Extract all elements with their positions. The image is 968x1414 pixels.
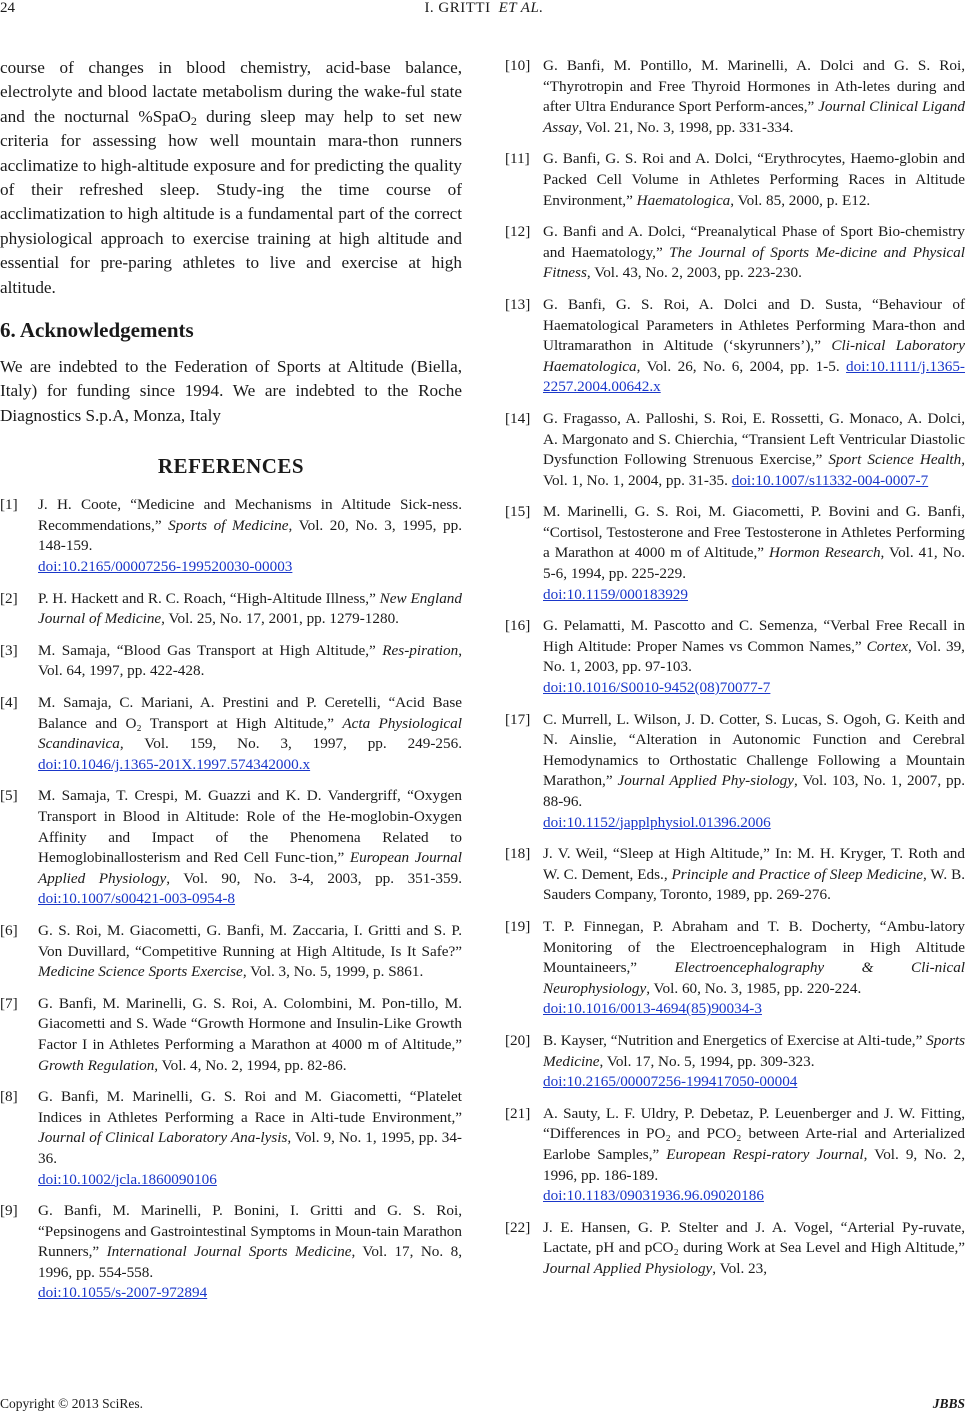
reference-authors-title: G. Banfi, M. Pontillo, M. Marinelli, A. Dolci and G. S. Roi, “Thyrotropin and Free Thyroid Hormones in Ath-letes during and after Ultra Endurance Sport Perform-ances,” [543,57,965,116]
reference-details: , Vol. 21, No. 3, 1998, pp. 331-334. [578,118,794,136]
reference-text [543,502,965,605]
reference-number: [5] [0,787,18,805]
references-list-right [505,56,965,1279]
reference-journal: Haematologica [636,191,731,209]
intro-paragraph [0,56,462,300]
reference-text [543,149,965,211]
reference-journal: Principle and Practice of Sleep Medicine [671,865,923,883]
reference-doi-link[interactable]: doi:10.1002/jcla.1860090106 [38,1170,217,1188]
reference-number: [13] [505,295,531,313]
reference-doi-link[interactable]: doi:10.1055/s-2007-972894 [38,1284,208,1302]
reference-authors-title: J. E. Hansen, G. P. Stelter and J. A. Vogel, “Arterial Py-ruvate, Lactate, pH and pCO₂ during Work at Sea Level and High Altitude,” [543,1218,965,1257]
reference-number: [20] [505,1031,531,1049]
reference-journal: Sports Medicine [543,1031,965,1070]
reference-authors-title: G. Banfi, M. Marinelli, G. S. Roi, A. Colombini, M. Pon-tillo, M. Giacometti and S. Wade “Growth Hormone and Insulin-Like Growth Factor I in Athletes Performing a Marathon at 4000 m of Altitude,” [38,994,462,1053]
reference-journal: European Respi-ratory Journal [666,1145,864,1163]
reference-number: [10] [505,57,531,74]
reference-journal: Electroencephalography & Cli-nical Neurophysiology [543,959,966,997]
reference-authors-title: J. H. Coote, “Medicine and Mechanisms in Altitude Sick-ness. Recommendations,” [38,496,462,534]
reference-item [0,1087,462,1190]
reference-doi-link[interactable]: doi:10.1159/000183929 [543,585,688,603]
reference-text [543,295,965,398]
reference-journal: Journal Clinical Ligand Assay [543,98,965,136]
reference-doi-link[interactable]: doi:10.1183/09031936.96.09020186 [543,1187,764,1205]
reference-authors-title: P. H. Hackett and R. C. Roach, “High-Altitude Illness,” [38,589,380,607]
reference-text [543,710,965,834]
reference-details: , Vol. 20, No. 3, 1995, pp. 148-159. [38,516,463,555]
reference-doi-link[interactable]: doi:10.1007/s00421-003-0954-8 [38,890,236,908]
reference-doi-link[interactable]: doi:10.1152/japplphysiol.01396.2006 [543,813,771,831]
intro-text-b: during sleep may help to set new criteria for assessing how well mountain mara-thon runners acclimatize to high-altitude exposure and for predicting the quality of their refreshed sleep. Study-ing the time course of acclimatization to high altitude is a fundamental part of the correct physiological approach to exercise training at high altitude and essential for pre-paring athletes to live and exercise at high altitude. [0,106,463,297]
reference-text [38,495,462,577]
reference-text [543,616,965,698]
reference-text [543,844,965,906]
reference-number: [18] [505,845,531,863]
reference-authors-title: G. Banfi, G. S. Roi and A. Dolci, “Erythrocytes, Haemo-globin and Packed Cell Volume in Athletes Performing Races in Altitude Environment,” [543,150,965,209]
reference-authors-title: M. Samaja, C. Mariani, A. Prestini and P. Ceretelli, “Acid Base Balance and O₂ Transport at High Altitude,” [38,694,462,732]
reference-journal: Acta Physiological Scandinavica [38,714,462,753]
reference-doi-link[interactable]: doi:10.1111/j.1365-2257.2004.00642.x [543,357,965,396]
reference-details: , Vol. 103, No. 1, 2007, pp. 88-96. [543,772,965,810]
reference-journal: New England Journal of Medicine [38,589,462,628]
reference-journal: International Journal Sports Medicine [106,1243,352,1261]
reference-authors-title: G. Banfi, G. S. Roi, A. Dolci and D. Susta, “Behaviour of Haematological Parameters in Athletes Performing Mara-thon and Ultramarathon in Altitude (‘skyrunners’),” [543,295,965,355]
reference-item [0,495,462,577]
acknowledgements-text: We are indebted to the Federation of Sports at Altitude (Biella, Italy) for funding since 1994. We are indebted to the Roche Diagnostics S.p.A, Monza, Italy [0,357,462,425]
reference-authors-title: C. Murrell, L. Wilson, J. D. Cotter, S. Lucas, S. Ogoh, G. Keith and N. Ainslie, “Alteration in Autonomic Function and Cerebral Hemodynamics to Orthostatic Challenge Following a Mountain Marathon,” [543,710,965,790]
running-head [0,0,968,17]
reference-details: , Vol. 1, No. 1, 2004, pp. 31-35. [543,451,965,489]
reference-details: , Vol. 23, [712,1259,768,1277]
reference-text [543,1031,965,1093]
reference-text [543,1104,965,1207]
reference-details: , Vol. 17, No. 5, 1994, pp. 309-323. [599,1052,815,1070]
reference-journal: Growth Regulation [38,1056,155,1074]
reference-item [505,616,965,698]
reference-number: [22] [505,1218,531,1236]
reference-text [38,693,462,775]
reference-number: [6] [0,921,18,939]
reference-authors-title: B. Kayser, “Nutrition and Energetics of Exercise at Alti-tude,” [543,1031,927,1049]
reference-item [0,786,462,910]
reference-journal: Cli-nical Laboratory Haematologica [543,337,965,375]
reference-doi-link[interactable]: doi:10.1016/0013-4694(85)90034-3 [543,1000,762,1018]
page-number: 24 [0,0,15,16]
right-column [505,56,965,1290]
reference-number: [11] [505,150,530,168]
reference-doi-link[interactable]: doi:10.1046/j.1365-201X.1997.574342000.x [38,755,311,773]
reference-details: , Vol. 39, No. 1, 2003, pp. 97-103. [543,637,965,676]
reference-number: [17] [505,710,531,728]
reference-item [505,710,965,834]
reference-journal: Sports of Medicine [168,516,289,534]
reference-item [505,149,965,211]
reference-text [38,641,462,682]
reference-authors-title: A. Sauty, L. F. Uldry, P. Debetaz, P. Leuenberger and J. W. Fitting, “Differences in PO₂ and PCO₂ between Arte-rial and Arterialized Earlobe Samples,” [543,1104,965,1163]
reference-details: , W. B. Sauders Company, Toronto, 1989, pp. 269-276. [543,865,965,904]
reference-text [543,409,965,491]
reference-authors-title: G. Banfi, M. Marinelli, G. S. Roi and M. Giacometti, “Platelet Indices in Athletes Performing a Race in Alti-tude Environment,” [38,1088,462,1126]
reference-text [38,786,462,910]
reference-details: , Vol. 60, No. 3, 1985, pp. 220-224. [646,979,862,997]
reference-journal: Res-piration [382,641,459,659]
reference-journal: European Journal Applied Physiology [38,849,462,887]
reference-number: [21] [505,1104,531,1122]
reference-number: [4] [0,694,18,712]
reference-item [505,56,965,138]
references-heading: REFERENCES [157,454,305,479]
reference-journal: Sport Science Health [828,451,962,469]
reference-item [505,1104,965,1207]
reference-journal: The Journal of Sports Me-dicine and Physical Fitness [543,243,965,282]
reference-item [0,994,462,1076]
reference-number: [3] [0,641,18,659]
reference-item [505,502,965,605]
reference-item [0,921,462,983]
footer-copyright: Copyright © 2013 SciRes. [0,1396,144,1411]
reference-details: , Vol. 85, 2000, p. E12. [730,191,871,209]
reference-doi-link[interactable]: doi:10.2165/00007256-199520030-00003 [38,558,293,576]
reference-item [0,693,462,775]
reference-number: [8] [0,1088,18,1106]
reference-number: [9] [0,1202,18,1220]
reference-journal: Journal Applied Phy-siology [617,772,795,790]
reference-item [0,1201,462,1304]
reference-text [543,222,965,284]
reference-number: [7] [0,994,18,1012]
running-head-et-al: ET AL. [498,0,544,16]
reference-item [505,1031,965,1093]
reference-journal: Medicine Science Sports Exercise [38,963,243,981]
reference-number: [15] [505,503,531,521]
intro-subscript: 2 [190,113,197,128]
reference-authors-title: G. Banfi, M. Marinelli, P. Bonini, I. Gritti and G. S. Roi, “Pepsinogens and Gastrointestinal Symptoms in Moun-tain Marathon Runners,” [38,1202,462,1261]
reference-authors-title: G. Banfi and A. Dolci, “Preanalytical Phase of Sport Bio-chemistry and Haematology,” [543,223,965,261]
reference-number: [14] [505,409,531,427]
reference-authors-title: G. Pelamatti, M. Pascotto and C. Semenza, “Verbal Free Recall in High Altitude: Proper Names vs Common Names,” [543,617,965,655]
reference-details: , Vol. 3, No. 5, 1999, p. S861. [242,963,424,981]
reference-authors-title: M. Samaja, “Blood Gas Transport at High Altitude,” [38,641,383,659]
reference-journal: Hormon Research [768,544,881,562]
reference-authors-title: T. P. Finnegan, P. Abraham and T. B. Docherty, “Ambu-latory Monitoring of the Electroencephalogram in High Altitude Mountaineers,” [543,917,965,977]
running-head-authors: I. GRITTI [424,0,491,16]
reference-item [0,589,462,630]
reference-authors-title: G. S. Roi, M. Giacometti, G. Banfi, M. Zaccaria, I. Gritti and S. P. Von Duvillard, “Competitive Running at High Altitude, Is It Safe?” [38,921,462,960]
reference-text [543,1218,965,1280]
footer-journal: JBBS [932,1396,965,1411]
reference-text [543,56,965,138]
reference-journal: Cortex [866,637,908,655]
reference-number: [16] [505,617,531,635]
reference-text [38,921,462,983]
reference-number: [1] [0,496,18,514]
intro-text-a: course of changes in blood chemistry, acid-base balance, electrolyte and blood lactate metabolism during the wake-ful state and the nocturnal %SpaO [0,58,462,126]
reference-item [505,917,965,1020]
reference-item [505,222,965,284]
reference-authors-title: J. V. Weil, “Sleep at High Altitude,” In: M. H. Kryger, T. Roth and W. C. Dement, Eds., [543,845,965,883]
reference-item [505,295,965,398]
reference-item [505,1218,965,1280]
reference-details: , Vol. 90, No. 3-4, 2003, pp. 351-359. [166,869,462,887]
reference-details: , Vol. 159, No. 3, 1997, pp. 249-256. [119,735,462,753]
reference-authors-title: M. Marinelli, G. S. Roi, M. Giacometti, P. Bovini and G. Banfi, “Cortisol, Testosterone and Free Testosterone in Athletes Performing a Marathon at 4000 m of Altitude,” [543,503,965,562]
reference-details: , Vol. 25, No. 17, 2001, pp. 1279-1280. [161,610,399,628]
reference-details: , Vol. 9, No. 1, 1995, pp. 34-36. [38,1129,462,1167]
acknowledgements-heading: 6. Acknowledgements [0,318,194,343]
reference-details: , Vol. 26, No. 6, 2004, pp. 1-5. [636,357,847,375]
reference-number: [12] [505,223,531,241]
reference-number: [19] [505,917,531,935]
reference-text [38,994,462,1076]
reference-text [38,1087,462,1190]
reference-details: , Vol. 9, No. 2, 1996, pp. 186-189. [543,1145,965,1184]
reference-text [38,589,462,630]
reference-details: , Vol. 41, No. 5-6, 1994, pp. 225-229. [543,544,965,583]
reference-doi-link[interactable]: doi:10.1016/S0010-9452(08)70077-7 [543,679,771,697]
left-column [0,56,462,1315]
reference-details: , Vol. 4, No. 2, 1994, pp. 82-86. [154,1056,347,1074]
reference-journal: Journal Applied Physiology [543,1259,713,1277]
reference-item [505,409,965,491]
reference-details: , Vol. 17, No. 8, 1996, pp. 554-558. [38,1243,462,1281]
reference-text [543,917,965,1020]
reference-journal: Journal of Clinical Laboratory Ana-lysis [38,1129,288,1147]
reference-details: , Vol. 43, No. 2, 2003, pp. 223-230. [586,264,802,282]
reference-item [0,641,462,682]
reference-authors-title: G. Fragasso, A. Palloshi, S. Roi, E. Rossetti, G. Monaco, A. Dolci, A. Margonato and S. Chierchia, “Transient Left Ventricular Diastolic Dysfunction Following Strenuous Exercise,” [543,409,965,469]
reference-number: [2] [0,589,18,607]
references-list-left [0,495,462,1304]
reference-text [38,1201,462,1304]
reference-doi-link[interactable]: doi:10.2165/00007256-199417050-00004 [543,1073,798,1091]
reference-doi-link[interactable]: doi:10.1007/s11332-004-0007-7 [731,471,929,489]
reference-details: , Vol. 64, 1997, pp. 422-428. [38,641,462,680]
reference-item [505,844,965,906]
reference-authors-title: M. Samaja, T. Crespi, M. Guazzi and K. D. Vandergriff, “Oxygen Transport in Blood in Altitude: Role of the He-moglobin-Oxygen Affinity and Impact of the Phenomena Related to Hemoglobinallosterism and Red Cell Func-tion,” [38,787,462,867]
